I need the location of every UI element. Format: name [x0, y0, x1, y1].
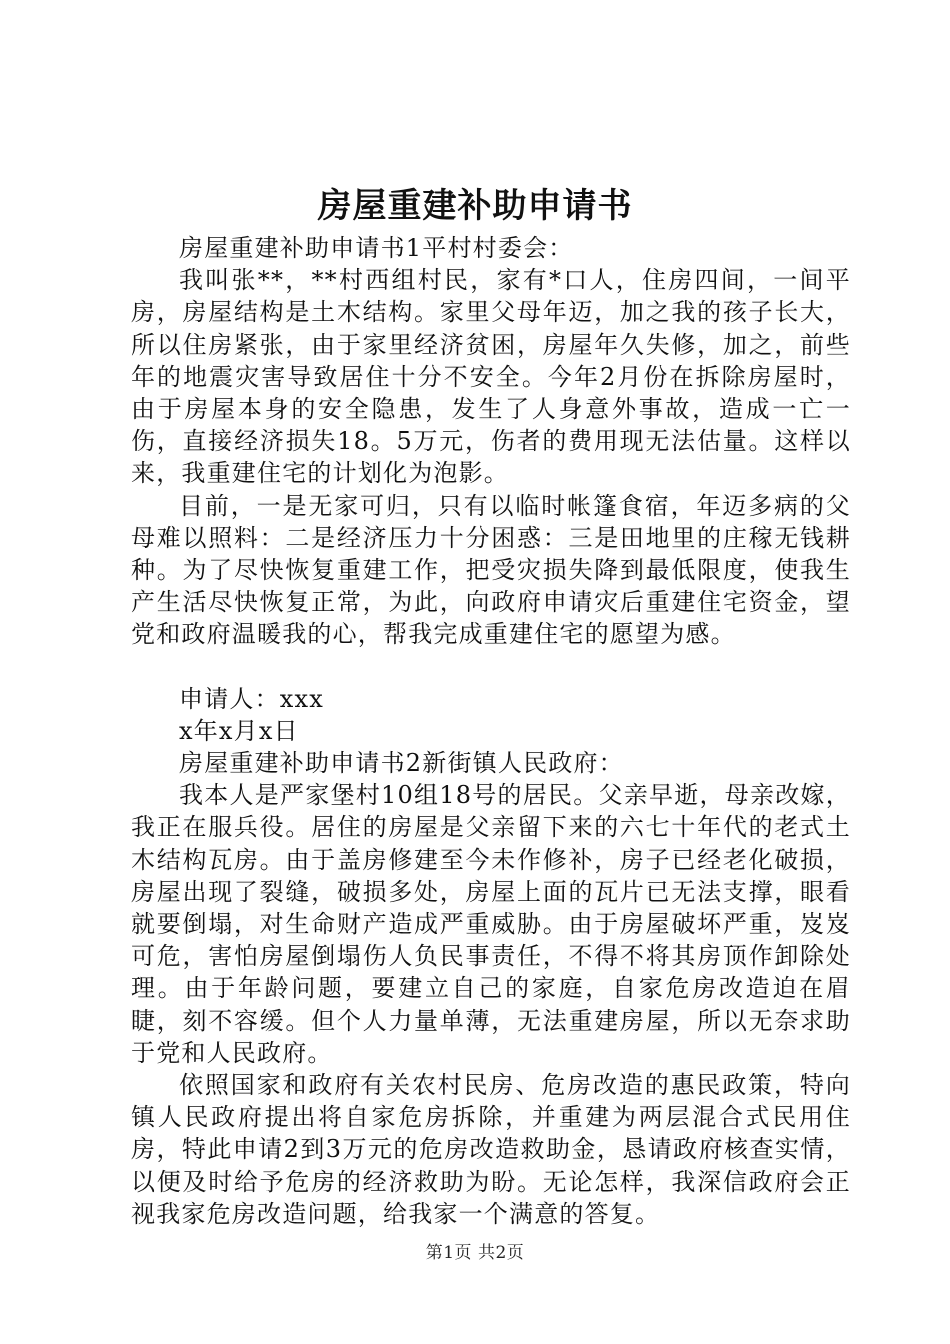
letter1-date: x年x月x日 — [179, 716, 299, 745]
letter2-heading: 房屋重建补助申请书2新街镇人民政府： — [179, 749, 624, 778]
letter1-paragraph-2: 目前，一是无家可归，只有以临时帐篷食宿，年迈多病的父母难以照料：二是经济压力十分困惑：三是田地里的庄稼无钱耕种。为了尽快恢复重建工作，把受灾损失降到最低限度，使我生产生活尽快恢复正常，为此，向政府申请灾后重建住宅资金，望党和政府温暖我的心，帮我完成重建住宅的愿望为感。 — [131, 491, 851, 649]
document-title: 房屋重建补助申请书 — [317, 186, 633, 226]
blank-line — [131, 651, 851, 683]
letter1-paragraph-1: 我叫张**，**村西组村民，家有*口人，住房四间，一间平房，房屋结构是土木结构。家里父母年迈，加之我的孩子长大，所以住房紧张，由于家里经济贫困，房屋年久失修，加之，前些年的地震灾害导致居住十分不安全。今年2月份在拆除房屋时，由于房屋本身的安全隐患，发生了人身意外事故，造成一亡一伤，直接经济损失18。5万元，伤者的费用现无法估量。这样以来，我重建住宅的计划化为泡影。 — [131, 266, 851, 488]
letter1-applicant: 申请人：xxx — [179, 684, 325, 713]
letter2-paragraph-2: 依照国家和政府有关农村民房、危房改造的惠民政策，特向镇人民政府提出将自家危房拆除，并重建为两层混合式民用住房，特此申请2到3万元的危房改造救助金，恳请政府核查实情，以便及时给予危房的经济救助为盼。无论怎样，我深信政府会正视我家危房改造问题，给我家一个满意的答复。 — [131, 1071, 851, 1228]
letter1-heading: 房屋重建补助申请书1平村村委会： — [179, 234, 574, 262]
letter2-paragraph-1: 我本人是严家堡村10组18号的居民。父亲早逝，母亲改嫁，我正在服兵役。居住的房屋是父亲留下来的六七十年代的老式土木结构瓦房。由于盖房修建至今未作修补，房子已经老化破损，房屋出现了裂缝，破损多处，房屋上面的瓦片已无法支撑，眼看就要倒塌，对生命财产造成严重威胁。由于房屋破坏严重，岌岌可危，害怕房屋倒塌伤人负民事责任，不得不将其房顶作卸除处理。由于年龄问题，要建立自己的家庭，自家危房改造迫在眉睫，刻不容缓。但个人力量单薄，无法重建房屋，所以无奈求助于党和人民政府。 — [131, 781, 851, 1067]
page-footer: 第1页 共2页 — [425, 1243, 525, 1263]
document-body — [131, 232, 851, 1230]
